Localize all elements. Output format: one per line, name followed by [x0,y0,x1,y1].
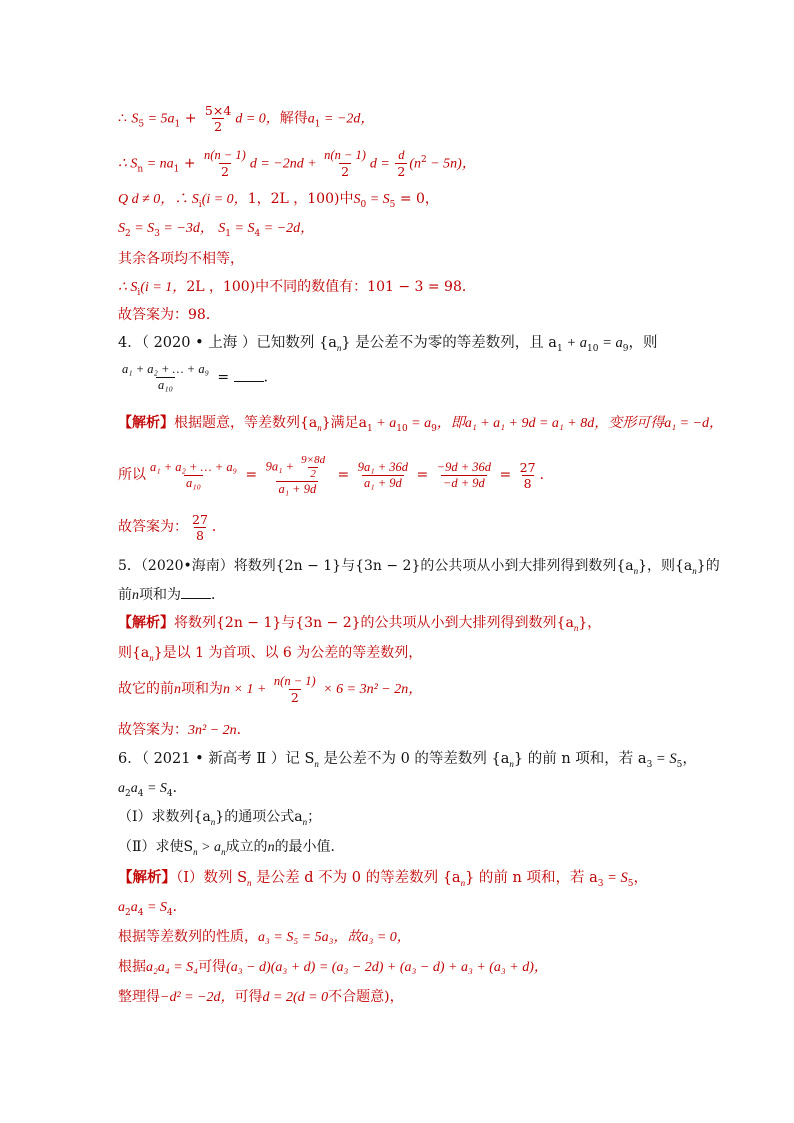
analysis-6-line-1: 【解析】（Ⅰ）数列 $S_n$ 是公差 d 不为 0 的等差数列 $\{a_n\}$ 的前 n 项和，若 $a_3 = S_5$， [118,869,648,889]
solution-line-1: ∴ $S_5 = 5a_1$ + $\frac{5\times 4}{2}$ d = 0，解得$a_1 = -2d$， [118,103,375,134]
analysis-4-line-1: 【解析】根据题意，等差数列$\{a_n\}$满足$a_1 + a_{10} = a_9$，即a₁ + a₁ + 9d = a₁ + 8d，变形可得a₁ = −d， [118,415,724,434]
analysis-5-line-3: 故它的前n项和为n × 1 + $\frac{n(n - 1)}{2}$ × 6 = 3n² − 2n， [118,673,423,705]
solution-line-4: $S_2 = S_3 = -3d$， $S_1 = S_4 = -2d$， [118,221,315,239]
solution-line-6: ∴ $S_i(i = 1$，2L ，100)中不同的数值有：101 − 3 = 98． [118,279,476,298]
fraction: $\frac{n(n - 1)}{2}$ [204,148,246,179]
question-6-part-1: （Ⅰ）求数列$\{a_n\}$的通项公式$a_n$； [118,809,322,827]
question-4-expression: $\frac{\text{a₁ + a₂ + … + a₉}}{\text{a₁₀}}$ = ． [122,362,278,392]
analysis-tag: 【解析】 [118,869,176,886]
analysis-4-line-2: 所以 $\frac{\text{a₁ + a₂ + … + a₉}}{\text{a₁₀}}$ = 9a₁ + $\frac{9\times 8d}{2}$ a₁ + 9d = $\frac{\text{9a₁ + 36d}}{\text{a₁ + 9d}}$ = $\frac{-9d + 36d}{-d + 9d}$ = $\frac{27}{8}$ ． [118,453,554,496]
fraction: $\frac{\text{a₁ + a₂ + … + a₉}}{\text{a₁₀}}$ [150,459,237,490]
answer-blank [181,584,211,599]
analysis-tag: 【解析】 [118,615,174,631]
analysis-6-line-4: 根据a₂a₄ = S₄可得(a₃ − d)(a₃ + d) = (a₃ − 2d) + (a₃ − d) + a₃ + (a₃ + d)， [118,959,548,975]
solution-line-2: ∴ $S_n = na_1$ + $\frac{n(n - 1)}{2}$ d = −2nd + $\frac{n(n - 1)}{2}$ d = $\frac{d}{2}$ $(n^2 - 5n)$， [118,148,476,179]
analysis-6-line-5: 整理得−d² = −2d，可得d = 2(d = 0不合题意)， [118,989,404,1005]
answer-line-5: 故答案为：3n² − 2n． [118,722,251,738]
fraction: $\frac{9\times 8d}{2}$ [301,453,326,480]
analysis-6-line-3: 根据等差数列的性质，a₃ = S₅ = 5a₃，故a₃ = 0， [118,929,411,945]
fraction: $\frac{\text{a₁ + a₂ + … + a₉}}{\text{a₁₀}}$ [122,362,209,392]
fraction: $\frac{-9d + 36d}{-d + 9d}$ [436,459,492,490]
fraction: 9a₁ + $\frac{9\times 8d}{2}$ a₁ + 9d [265,453,326,496]
question-6-line-2: $a_2a_4 = S_4$． [118,780,187,799]
fraction: $\frac{5\times 4}{2}$ [204,103,232,134]
question-6: 6．（ 2021 • 新高考 Ⅱ ）记 $S_n$ 是公差不为 0 的等差数列 $\{a_n\}$ 的前 n 项和，若 $a_3 = S_5$， [118,751,697,770]
answer-line-4: 故答案为： $\frac{27}{8}$ ． [118,511,226,543]
question-6-part-2: （Ⅱ）求使$S_n > a_n$成立的n的最小值． [118,839,345,857]
analysis-5-line-1: 【解析】将数列{2n − 1}与{3n − 2}的公共项从小到大排列得到数列$\{a_n\}$， [118,615,602,633]
question-5: 5．（2020•海南）将数列{2n − 1}与{3n − 2}的公共项从小到大排列得到数列$\{a_n\}$，则$\{a_n\}$的 [118,558,720,576]
solution-line-5: 其余各项均不相等， [118,251,244,267]
fraction: $\frac{27}{8}$ [519,459,536,491]
fraction: $\frac{d}{2}$ [397,148,406,179]
analysis-5-line-2: 则$\{a_n\}$是以 1 为首项、以 6 为公差的等差数列， [118,645,423,663]
solution-line-3: Q d ≠ 0，∴ $S_i(i = 0$，1，2L ，100)中$S_0 = S_5 = 0$， [118,191,439,210]
fraction: $\frac{27}{8}$ [192,511,208,543]
question-5-line-2: 前n项和为 ． [118,584,225,606]
answer-blank [234,367,264,382]
question-4: 4．（ 2020 • 上海 ）已知数列 $\{a_n\}$ 是公差不为零的等差数列，且 $a_1 + a_{10} = a_9$，则 [118,335,658,354]
fraction: $\frac{\text{9a₁ + 36d}}{\text{a₁ + 9d}}$ [357,459,408,490]
analysis-tag: 【解析】 [118,415,174,431]
fraction: $\frac{n(n - 1)}{2}$ [273,673,316,705]
analysis-6-line-2: $a_2a_4 = S_4$． [118,899,187,918]
answer-line-3: 故答案为：98． [118,307,220,323]
fraction: $\frac{n(n - 1)}{2}$ [324,148,366,179]
